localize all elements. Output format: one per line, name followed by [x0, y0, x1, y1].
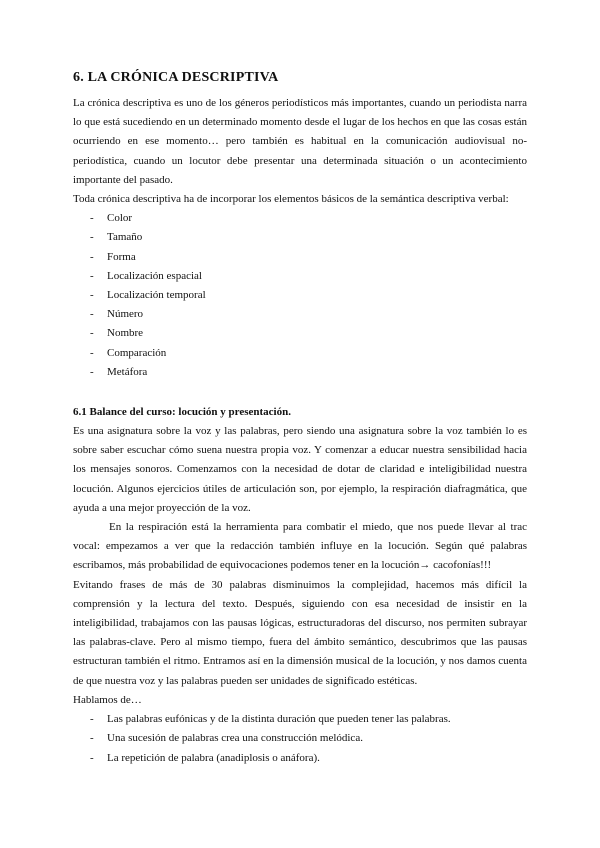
intro-paragraph: La crónica descriptiva es uno de los géneros periodísticos más importantes, cuando un periodista narra lo que está sucediendo en un determinado momento desde el lugar de los hechos en que las cosas están ocurriendo en ese momento… pero también es habitual en la comunicación audiovisual no-periodística, cuando un locutor debe presentar una determinada situación o un acontecimiento importante del pasado.	[73, 97, 527, 186]
list-item: - La repetición de palabra (anadiplosis o anáfora).	[73, 749, 527, 768]
list-item: - Comparación	[73, 344, 527, 363]
subsection-paragraph-3: Evitando frases de más de 30 palabras disminuimos la complejidad, hacemos más difícil la comprensión y la lectura del texto. Después, siguiendo con esa necesidad de insistir en la inteligibilidad, trabajamos con las pausas lógicas, estructuradoras del discurso, nos permiten subrayar las palabras-clave. Pero al mismo tiempo, fuera del ámbito semántico, descubrimos que las pausas estructuran también el ritmo. Entramos así en la dimensión musical de la locución, y nos damos cuenta de que nuestra voz y las palabras pueden ser unidades de significado estéticas.	[73, 578, 527, 687]
talking-about-list	[73, 710, 527, 768]
list-item: - Metáfora	[73, 363, 527, 382]
talking-about-label: Hablamos de…	[73, 693, 142, 706]
list-item: - Número	[73, 305, 527, 324]
list-item: - Tamaño	[73, 228, 527, 247]
elements-intro-paragraph: Toda crónica descriptiva ha de incorporar los elementos básicos de la semántica descriptiva verbal:	[73, 193, 509, 206]
list-item: - Una sucesión de palabras crea una construcción melódica.	[73, 729, 527, 748]
list-item: - Localización temporal	[73, 286, 527, 305]
list-item: - Nombre	[73, 324, 527, 343]
list-item: - Forma	[73, 248, 527, 267]
descriptive-elements-list	[73, 209, 527, 382]
list-item: - Localización espacial	[73, 267, 527, 286]
list-item: - Las palabras eufónicas y de la distinta duración que pueden tener las palabras.	[73, 710, 527, 729]
subsection-paragraph-2: En la respiración está la herramienta para combatir el miedo, que nos puede llevar al trac vocal: empezamos a ver que la redacción también influye en la locución. Según qué palabras escribamos, más probabilidad de equivocaciones podemos tener en la locución→ cacofonías!!!	[73, 521, 527, 572]
subsection-title: 6.1 Balance del curso: locución y presentación.	[73, 406, 291, 419]
subsection-paragraph-1: Es una asignatura sobre la voz y las palabras, pero siendo una asignatura sobre la voz también lo es sobre saber escuchar cómo suena nuestra propia voz. Y comenzar a educar nuestra sensibilidad hacia los mensajes sonoros. Comenzamos con la necesidad de dotar de claridad e inteligibilidad nuestra locución. Algunos ejercicios útiles de articulación son, por ejemplo, la respiración diafragmática, que ayuda a una mejor proyección de la voz.	[73, 425, 527, 514]
section-title: 6. LA CRÓNICA DESCRIPTIVA	[73, 70, 279, 85]
document-content	[73, 70, 527, 768]
list-item: - Color	[73, 209, 527, 228]
